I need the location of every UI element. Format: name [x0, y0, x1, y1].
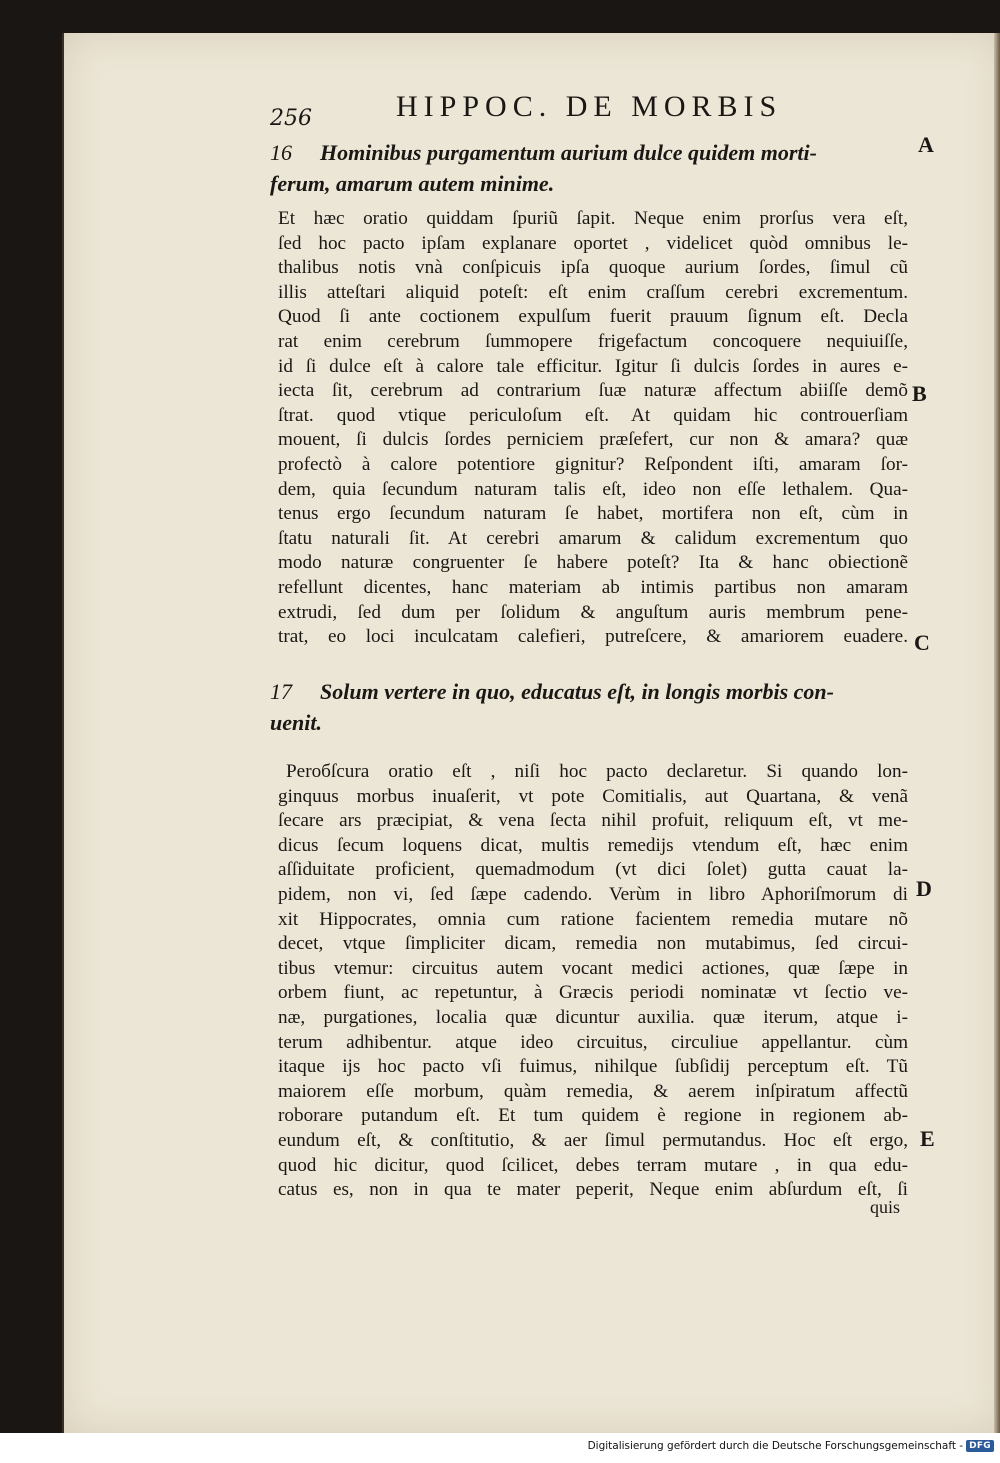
aphorism-line: 17 Solum vertere in quo, educatus eſt, in longis morbis con-: [270, 679, 834, 704]
text-line: quod hic dicitur, quod ſcilicet, debes terram mutare , in qua edu-: [278, 1154, 908, 1176]
aphorism-number: 17: [270, 679, 292, 704]
text-line: Et hæc oratio quiddam ſpuriũ ſapit. Neque enim prorſus vera eſt,: [278, 208, 908, 229]
text-line: aſſiduitate proficient, quemadmodum (vt dici ſolet) gutta cauat la-: [278, 859, 908, 881]
aphorism-line: 16 Hominibus purgamentum aurium dulce quidem morti-: [270, 140, 817, 165]
margin-letter-a: A: [918, 132, 934, 157]
text-line: itaque ijs hoc pacto vſi fuimus, nihilque ſubſidij perceptum eſt. Tũ: [278, 1056, 908, 1078]
text-line: decet, vtque ſimpliciter dicam, remedia non mutabimus, ſed circui-: [278, 933, 908, 955]
text-line: illis atteſtari aliquid poteſt: eſt enim craſſum cerebri excrementum.: [278, 281, 908, 303]
text-line: ſed hoc pacto ipſam explanare oportet , videlicet quòd omnibus le-: [278, 232, 908, 254]
text-line: ſtrat. quod vtique periculoſum eſt. At quidam hic controuerſiam: [278, 404, 908, 426]
aphorism-16: [270, 137, 910, 199]
text-line: xit Hippocrates, omnia cum ratione facientem remedia mutare nõ: [278, 908, 908, 930]
credit-text: Digitalisierung gefördert durch die Deutsche Forschungsgemeinschaft -: [587, 1440, 964, 1452]
text-line: refellunt dicentes, hanc materiam ab intimis partibus non amaram: [278, 576, 908, 598]
aphorism-line: uenit.: [270, 710, 322, 735]
margin-letter-d: D: [916, 876, 932, 901]
text-line: dicus ſecum loquens dicat, multis remedijs vtendum eſt, hæc enim: [278, 834, 908, 856]
text-line: ſtatu naturali ſit. At cerebri amarum & calidum excrementum quo: [278, 527, 908, 549]
digitization-credit: [588, 1440, 994, 1452]
aphorism-number: 16: [270, 140, 292, 165]
text-line: roborare putandum eſt. Et tum quidem è regione in regionem ab-: [278, 1105, 908, 1127]
commentary-16: [278, 207, 908, 650]
catchword: quis: [870, 1197, 901, 1217]
text-line: Peroбſcura oratio eſt , niſi hoc pacto declaretur. Si quando lon-: [286, 761, 908, 782]
text-line: rat enim cerebrum ſummopere frigefactum concoquere nequiuiſſe,: [278, 330, 908, 352]
text-line: thalibus notis vnà conſpicuis ipſa quoque aurium ſordes, ſimul cũ: [278, 257, 908, 279]
text-line: mouent, ſi dulcis ſordes perniciem præſefert, cur non & amara? quæ: [278, 429, 908, 451]
text-line: iecta ſit, cerebrum ad contrarium ſuæ naturæ affectum abiiſſe demõ: [278, 380, 908, 402]
text-line: modo naturæ congruenter ſe habere poteſt? Ita & hanc obiectionẽ: [278, 552, 908, 574]
margin-letter-e: E: [920, 1126, 935, 1151]
page-edge: [994, 33, 1000, 1433]
page-header: [270, 90, 850, 134]
text-line: dem, quia ſecundum naturam talis eſt, ideo non eſſe lethalem. Qua-: [278, 478, 908, 500]
margin-letter-b: B: [912, 381, 927, 406]
text-line: pidem, non vi, ſed ſæpe cadendo. Verùm in libro Aphoriſmorum di: [278, 883, 908, 905]
text-line: Quod ſi ante coctionem expulſum fuerit prauum ſignum eſt. Decla: [278, 306, 908, 328]
text-line: ginquus morbus inuaſerit, vt pote Comitialis, aut Quartana, & venã: [278, 785, 908, 807]
dfg-logo: DFG: [966, 1440, 994, 1452]
margin-letter-c: C: [914, 630, 930, 655]
aphorism-line: ferum, amarum autem minime.: [270, 171, 555, 196]
text-line: orbem fiunt, ac repetuntur, à Græcis periodi nominatæ vt ſectio ve-: [278, 982, 908, 1004]
text-line: extrudi, ſed dum per ſolidum & anguſtum auris membrum pene-: [278, 601, 908, 623]
commentary-17: [278, 760, 908, 1203]
text-line: eundum eſt, & conſtitutio, & aer ſimul permutandus. Hoc eſt ergo,: [278, 1129, 908, 1151]
text-line: terum adhibentur. atque ideo circuitus, circuliue appellantur. cùm: [278, 1031, 908, 1053]
text-line: tenus ergo ſecundum naturam ſe habet, mortifera non eſt, cùm in: [278, 503, 908, 525]
text-line: ſecare ars præcipiat, & vena ſecta nihil profuit, reliquum eſt, vt me-: [278, 810, 908, 832]
text-line: trat, eo loci inculcatam calefieri, putreſcere, & amariorem euadere.: [278, 626, 908, 648]
page-number: 256: [270, 106, 312, 131]
running-head: HIPPOC. DE MORBIS: [396, 90, 783, 123]
text-line: tibus vtemur: circuitus autem vocant medici actiones, quæ ſæpe in: [278, 957, 908, 979]
text-line: maiorem eſſe morbum, quàm remedia, & aerem inſpiratum affectũ: [278, 1080, 908, 1102]
text-line: id ſi dulce eſt à calore tale efficitur. Igitur ſi dulcis ſordes in aures e-: [278, 355, 908, 377]
text-line: profectò à calore potentiore gignitur? Reſpondent iſti, amaram ſor-: [278, 453, 908, 475]
text-line: næ, purgationes, localia quæ dicuntur auxilia. quæ iterum, atque i-: [278, 1006, 908, 1028]
text-line: catus es, non in qua te mater peperit, Neque enim abſurdum eſt, ſi: [278, 1179, 908, 1201]
aphorism-17: [270, 676, 910, 738]
